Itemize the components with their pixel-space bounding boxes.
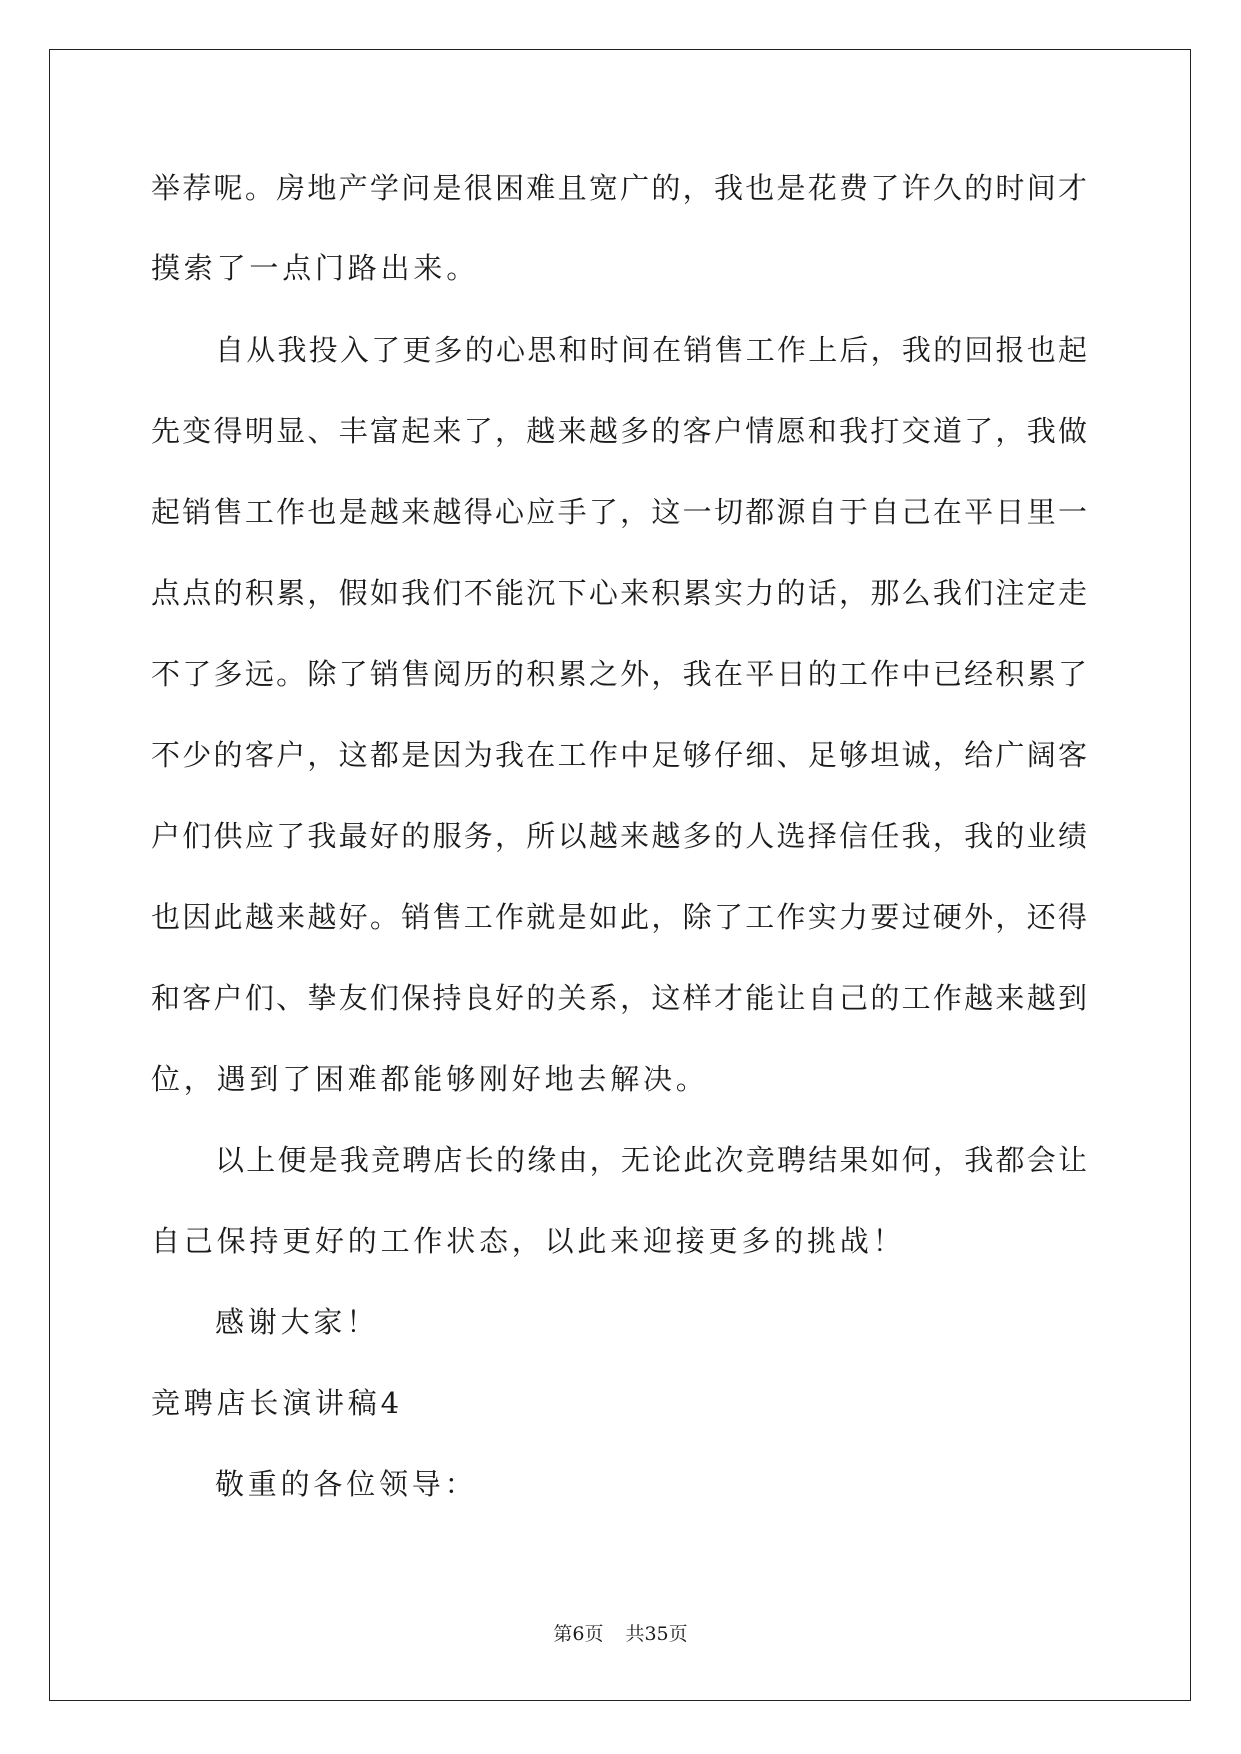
text-line: 起销售工作也是越来越得心应手了，这一切都源自于自己在平日里一	[151, 495, 1087, 529]
text-line: 自己保持更好的工作状态，以此来迎接更多的挑战！	[151, 1224, 906, 1258]
text-line: 和客户们、挚友们保持良好的关系，这样才能让自己的工作越来越到	[151, 981, 1087, 1015]
text-line: 自从我投入了更多的心思和时间在销售工作上后，我的回报也起	[215, 333, 1087, 367]
text-line: 先变得明显、丰富起来了，越来越多的客户情愿和我打交道了，我做	[151, 414, 1087, 448]
text-line: 摸索了一点门路出来。	[151, 251, 480, 285]
text-line: 位，遇到了困难都能够刚好地去解决。	[151, 1062, 709, 1096]
text-line: 敬重的各位领导：	[215, 1467, 478, 1501]
text-line: 不了多远。除了销售阅历的积累之外，我在平日的工作中已经积累了	[151, 657, 1087, 691]
page-number: 第6页	[553, 1623, 604, 1645]
text-line: 也因此越来越好。销售工作就是如此，除了工作实力要过硬外，还得	[151, 900, 1087, 934]
text-line: 以上便是我竞聘店长的缘由，无论此次竞聘结果如何，我都会让	[215, 1143, 1087, 1177]
text-line: 不少的客户，这都是因为我在工作中足够仔细、足够坦诚，给广阔客	[151, 738, 1087, 772]
text-line: 感谢大家！	[215, 1305, 380, 1339]
text-line: 点点的积累，假如我们不能沉下心来积累实力的话，那么我们注定走	[151, 576, 1087, 610]
page-border	[49, 49, 1191, 1701]
page-footer	[0, 1622, 1241, 1646]
text-line: 竞聘店长演讲稿4	[151, 1386, 403, 1420]
text-line: 举荐呢。房地产学问是很困难且宽广的，我也是花费了许久的时间才	[151, 171, 1087, 205]
page-total: 共35页	[625, 1623, 688, 1645]
text-line: 户们供应了我最好的服务，所以越来越多的人选择信任我，我的业绩	[151, 819, 1087, 853]
